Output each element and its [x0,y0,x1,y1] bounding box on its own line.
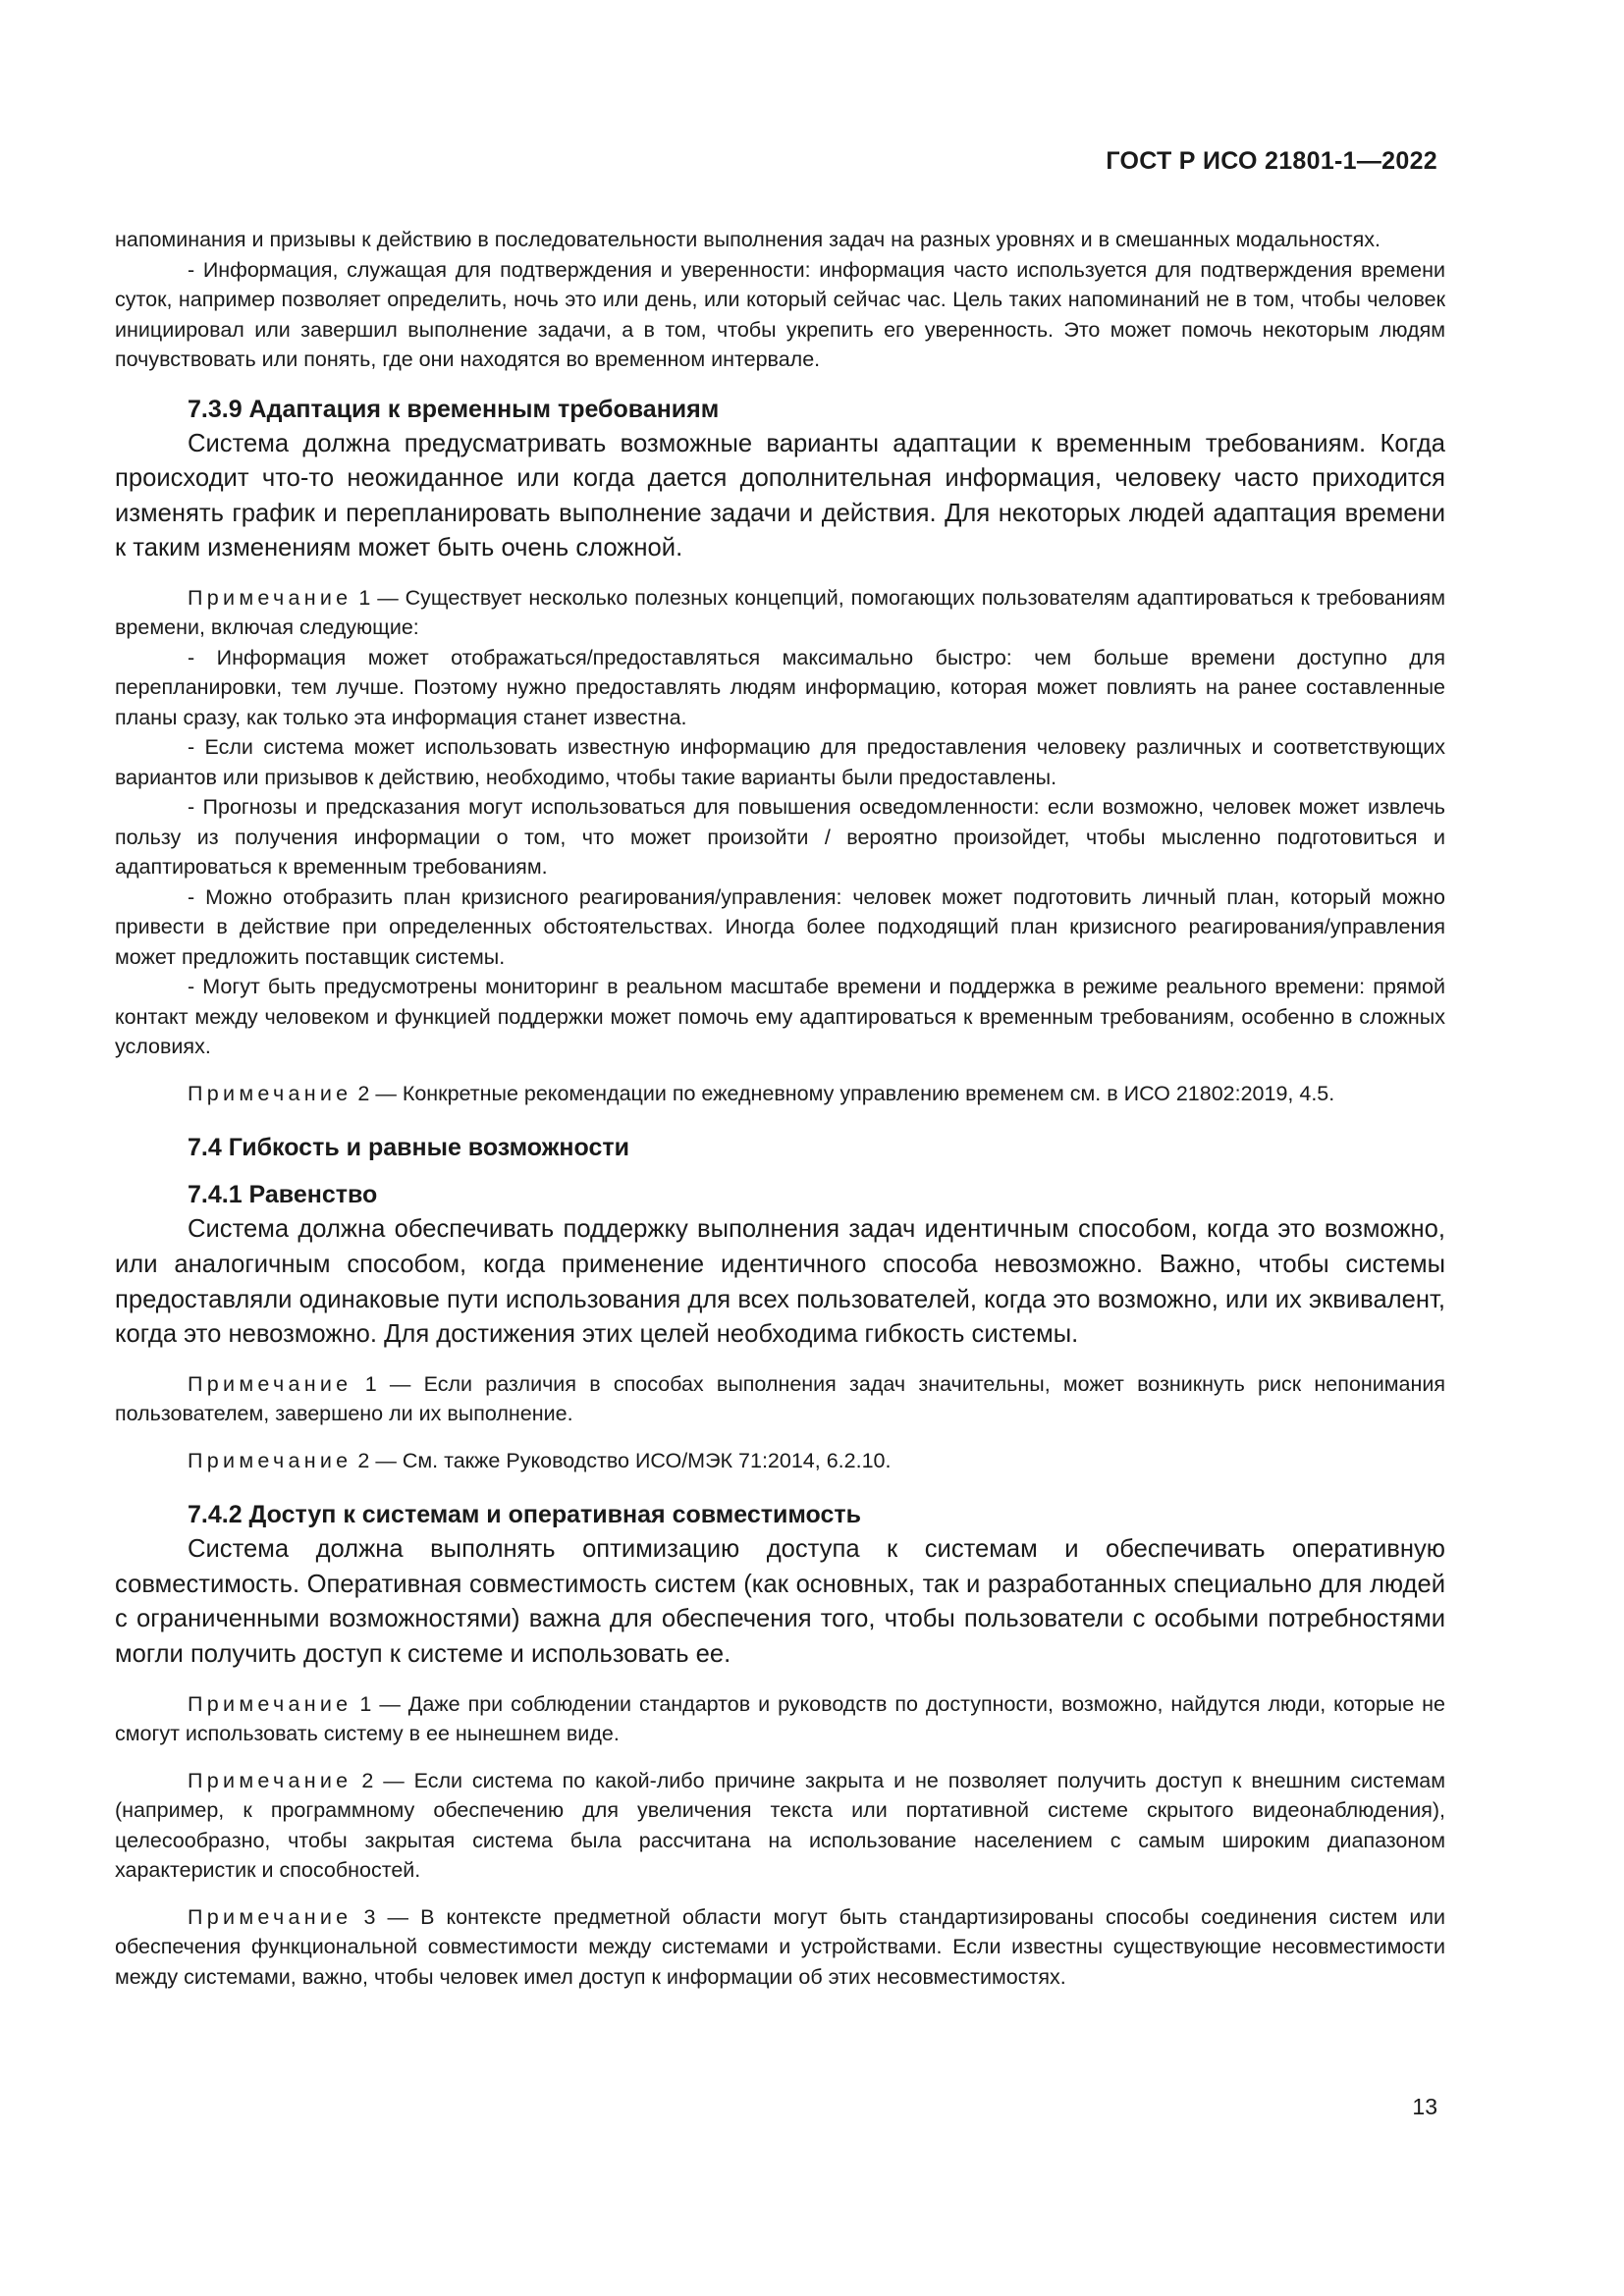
section-7-4-2-body: Система должна выполнять оптимизацию доступа к системам и обеспечивать оперативную совместимость. Оперативная совместимость систем (как основных, так и разработанных специально для людей с ограниченными возможностями) важна для обеспечения того, чтобы пользователи с особыми потребностями могли получить доступ к системе и использовать ее. [115,1535,1445,1669]
document-id-header: ГОСТ Р ИСО 21801-1—2022 [1106,147,1437,175]
note-text: 2 — Конкретные рекомендации по ежедневному управлению временем см. в ИСО 21802:2019, 4.5. [352,1081,1335,1105]
section-7-4-1-note-2 [115,1446,1445,1476]
note-text: 2 — См. также Руководство ИСО/МЭК 71:2014, 6.2.10. [352,1448,892,1472]
note-label: Примечание [188,1691,352,1716]
note-1-bullet: - Прогнозы и предсказания могут использоваться для повышения осведомленности: если возможно, человек может извлечь пользу из получения информации о том, что может произойти / вероятно произойдет, чтобы мысленно подготовиться и адаптироваться к временным требованиям. [115,795,1445,880]
section-7-4-1-note-1 [115,1369,1445,1429]
section-heading-7-4: 7.4 Гибкость и равные возможности [188,1134,629,1162]
note-label: Примечание [188,1768,352,1792]
note-label: Примечание [188,585,352,610]
section-7-4-1-body: Система должна обеспечивать поддержку выполнения задач идентичным способом, когда это возможно, или аналогичным способом, когда применение идентичного способа невозможно. Важно, чтобы системы предоставляли одинаковые пути использования для всех пользователей, когда это возможно, или их эквивалент, когда это невозможно. Для достижения этих целей необходима гибкость системы. [115,1215,1445,1349]
note-text: 3 — В контексте предметной области могут быть стандартизированы способы соединения систем или обеспечения функциональной совместимости между системами и устройствами. Если известны существующие несовместимости между системами, важно, чтобы человек имел доступ к информации об этих несовместимостях. [115,1904,1445,1989]
section-7-4-2-note-2 [115,1766,1445,1886]
page-content [115,225,1445,1992]
page-number: 13 [1412,2094,1437,2119]
note-1-bullet: - Если система может использовать известную информацию для предоставления человеку различных и соответствующих вариантов или призывов к действию, необходимо, чтобы такие варианты были предоставлены. [115,735,1445,789]
section-7-3-9-note-2 [115,1079,1445,1109]
note-1-bullet: - Можно отобразить план кризисного реагирования/управления: человек может подготовить личный план, который можно привести в действие при определенных обстоятельствах. Иногда более подходящий план кризисного реагирования/управления может предложить поставщик системы. [115,884,1445,969]
note-label: Примечание [188,1904,352,1929]
intro-continuation: напоминания и призывы к действию в последовательности выполнения задач на разных уровнях и в смешанных модальностях. [115,228,1380,251]
section-7-4-2-note-1 [115,1689,1445,1749]
note-text: 1 — Если различия в способах выполнения задач значительны, может возникнуть риск непонимания пользователем, завершено ли их выполнение. [115,1371,1445,1426]
section-heading-7-3-9: 7.3.9 Адаптация к временным требованиям [188,395,720,423]
note-label: Примечание [188,1371,352,1396]
section-7-3-9-body: Система должна предусматривать возможные варианты адаптации к временным требованиям. Когда происходит что-то неожиданное или когда дается дополнительная информация, человеку часто приходится изменять график и перепланировать выполнение задачи и действия. Для некоторых людей адаптация времени к таким изменениям может быть очень сложной. [115,429,1445,562]
note-1-bullet: - Могут быть предусмотрены мониторинг в реальном масштабе времени и поддержка в режиме реального времени: прямой контакт между человеком и функцией поддержки может помочь ему адаптироваться к временным требованиям, особенно в сложных условиях. [115,975,1445,1059]
section-heading-7-4-2: 7.4.2 Доступ к системам и оперативная совместимость [188,1501,861,1529]
note-1-bullet: - Информация может отображаться/предоставляться максимально быстро: чем больше времени доступно для перепланировки, тем лучше. Поэтому нужно предоставлять людям информацию, которая может повлиять на ранее составленные планы сразу, как только эта информация станет известна. [115,645,1445,729]
note-text: 1 — Даже при соблюдении стандартов и руководств по доступности, возможно, найдутся люди, которые не смогут использовать систему в ее нынешнем виде. [115,1691,1445,1746]
section-7-3-9-note-1 [115,583,1445,643]
note-label: Примечание [188,1081,352,1105]
note-text: 1 — Существует несколько полезных концепций, помогающих пользователям адаптироваться к требованиям времени, включая следующие: [115,585,1445,640]
note-label: Примечание [188,1448,352,1472]
section-heading-7-4-1: 7.4.1 Равенство [188,1181,378,1209]
note-text: 2 — Если система по какой-либо причине закрыта и не позволяет получить доступ к внешним системам (например, к программному обеспечению для увеличения текста или портативной системе скрытого видеонаблюдения), целесообразно, чтобы закрытая система была рассчитана на использование населением с самым широким диапазоном характеристик и способностей. [115,1768,1445,1883]
intro-bullet-confirmation: - Информация, служащая для подтверждения и уверенности: информация часто используется для подтверждения времени суток, например позволяет определить, ночь это или день, или который сейчас час. Цель таких напоминаний не в том, чтобы человек инициировал или завершил выполнение задачи, а в том, чтобы укрепить его уверенность. Это может помочь некоторым людям почувствовать или понять, где они находятся во временном интервале. [115,257,1445,371]
section-7-4-2-note-3 [115,1902,1445,1993]
